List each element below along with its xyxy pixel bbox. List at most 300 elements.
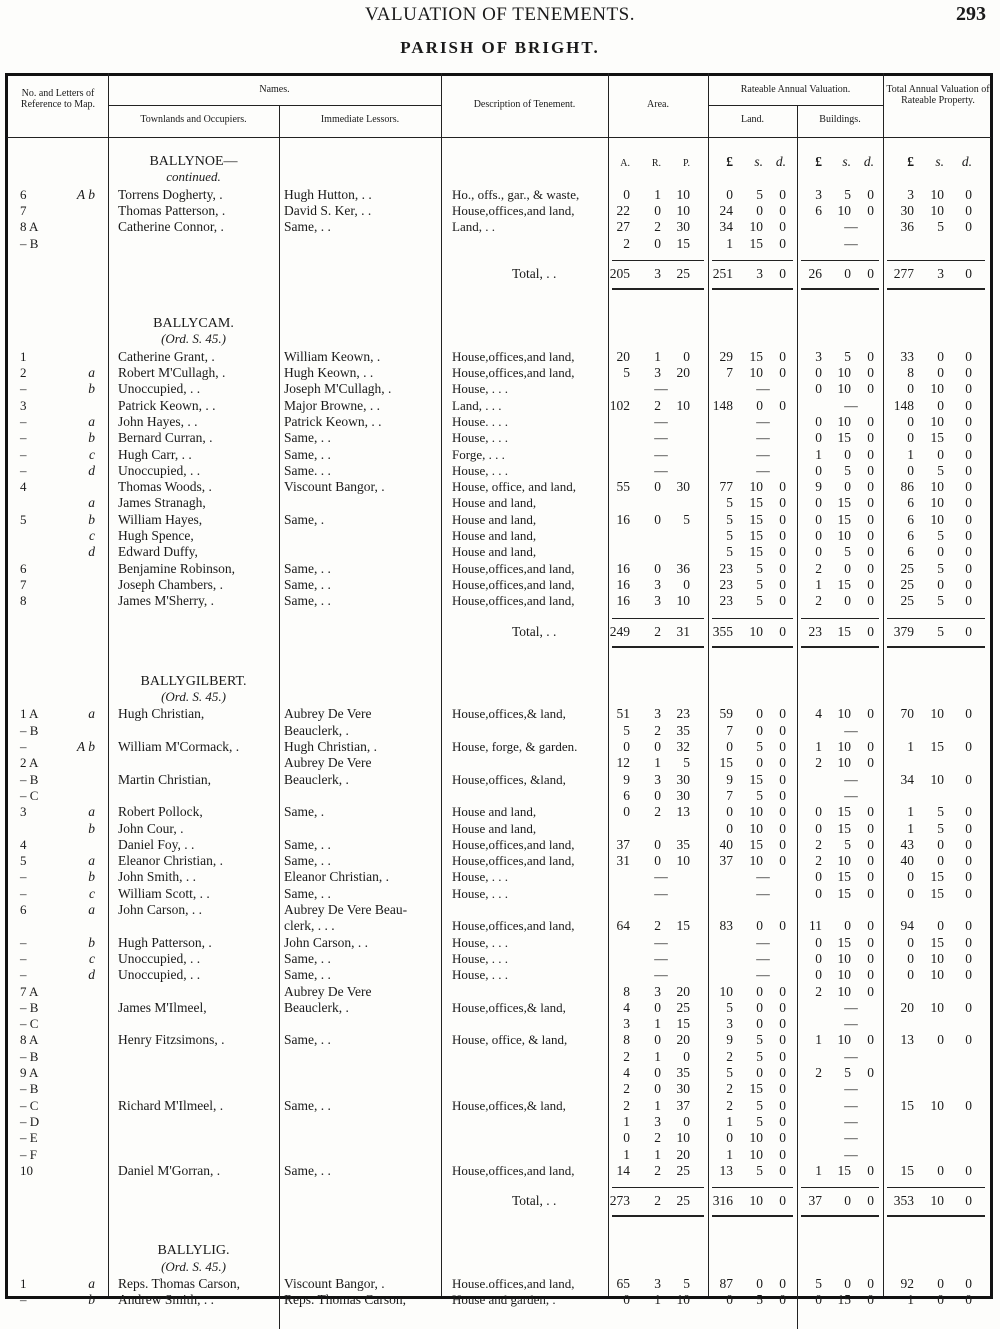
bld-value: 0	[815, 869, 822, 885]
area-value: 0	[654, 999, 661, 1015]
total-rule	[612, 288, 704, 290]
area-value: 10	[676, 1292, 690, 1308]
area-value: 2	[654, 722, 661, 738]
land-value: 5	[726, 511, 733, 527]
total-rule	[801, 260, 879, 261]
tot-value: 0	[965, 576, 972, 592]
tot-value: 10	[930, 511, 944, 527]
map-reference: 8	[20, 593, 27, 609]
area-value: 2	[654, 1193, 661, 1209]
bld-value: 0	[867, 1292, 874, 1308]
tot-value: 1	[907, 739, 914, 754]
occupier-name: Thomas Patterson, .	[118, 202, 226, 218]
area-value: 2	[654, 1130, 661, 1146]
total-label: Total, . .	[512, 265, 557, 281]
lessor-name: clerk, . . .	[284, 918, 335, 934]
header-description: Description of Tenement.	[473, 99, 576, 110]
tot-value: 0	[965, 1193, 972, 1209]
tenement-description: House, . . .	[452, 462, 508, 478]
map-reference: 7	[20, 202, 27, 218]
land-value: 0	[779, 544, 786, 560]
area-value: 2	[654, 804, 661, 820]
map-reference-sub: b	[88, 381, 95, 397]
land-value: 0	[779, 722, 786, 738]
occupier-name: John Cour, .	[118, 820, 184, 836]
lessor-name: Hugh Hutton, . .	[284, 186, 372, 202]
map-reference: –	[20, 950, 27, 966]
bld-value: 10	[837, 528, 851, 543]
land-value: 0	[779, 706, 786, 722]
land-value: 10	[749, 365, 763, 380]
occupier-name: James M'Ilmeel,	[118, 999, 207, 1015]
land-value: 0	[779, 511, 786, 527]
tot-value: 30	[900, 202, 914, 218]
bld-value: 0	[815, 430, 822, 446]
tot-value: 0	[965, 836, 972, 852]
area-value: 0	[683, 1048, 690, 1064]
bld-value: 2	[815, 560, 822, 576]
occupier-name: Daniel M'Gorran, .	[118, 1162, 221, 1178]
area-value: 20	[676, 1146, 690, 1162]
bld-value: 0	[867, 869, 874, 885]
area-value: 10	[676, 397, 690, 413]
map-reference: –	[20, 1292, 27, 1308]
bld-value: 15	[837, 804, 851, 820]
land-value: 40	[719, 836, 733, 852]
land-value: 5	[756, 1113, 763, 1129]
occupier-name: William M'Cormack, .	[118, 739, 240, 754]
land-value: 0	[779, 755, 786, 771]
land-value: 10	[749, 479, 763, 495]
lessor-name: Hugh Christian, .	[284, 739, 377, 754]
land-value: 0	[756, 755, 763, 771]
lessor-name: Same, . .	[284, 593, 331, 609]
map-reference-sub: a	[88, 1276, 95, 1291]
tot-value: 15	[930, 934, 944, 950]
area-value: 30	[676, 219, 690, 235]
area-value: 2	[623, 1048, 630, 1064]
tenement-description: House and land,	[452, 511, 537, 527]
land-dash: —	[756, 430, 770, 446]
townland-subtitle: continued.	[166, 169, 221, 185]
bld-value: 0	[867, 365, 874, 380]
tenement-description: House,offices,and land,	[452, 853, 575, 869]
land-value: 0	[779, 186, 786, 202]
tot-value: 0	[965, 885, 972, 901]
tot-value: 10	[930, 413, 944, 429]
bld-dash: —	[844, 1097, 858, 1113]
header-ref: No. and Letters of Reference to Map.	[20, 88, 96, 110]
total-rule	[887, 288, 985, 290]
unit-money: d.	[863, 154, 874, 169]
tot-value: 0	[937, 853, 944, 869]
area-value: 16	[616, 560, 630, 576]
area-value: 25	[676, 1162, 690, 1178]
townland-subtitle: (Ord. S. 45.)	[161, 689, 226, 705]
bld-value: 10	[837, 413, 851, 429]
bld-value: 15	[837, 511, 851, 527]
land-value: 0	[779, 265, 786, 281]
map-reference: 9 A	[20, 1065, 39, 1080]
area-value: 20	[676, 365, 690, 380]
total-rule	[712, 1187, 793, 1188]
bld-value: 10	[837, 755, 851, 771]
tot-value: 1	[907, 446, 914, 462]
bld-value: 37	[808, 1193, 822, 1209]
tenement-description: House, office, and land,	[452, 479, 576, 495]
bld-value: 0	[867, 739, 874, 754]
bld-value: 0	[867, 381, 874, 397]
area-value: 2	[623, 1097, 630, 1113]
map-reference: 6	[20, 902, 27, 917]
tenement-description: House and garden, .	[452, 1292, 556, 1308]
area-dash: —	[654, 413, 668, 429]
bld-value: 1	[815, 1032, 822, 1048]
tenement-description: House, . . .	[452, 430, 508, 446]
bld-value: 0	[815, 934, 822, 950]
bld-dash: —	[844, 397, 858, 413]
bld-value: 2	[815, 755, 822, 771]
area-dash: —	[654, 885, 668, 901]
tot-value: 0	[965, 820, 972, 836]
occupier-name: Daniel Foy, . .	[118, 836, 195, 852]
area-value: 22	[616, 202, 630, 218]
bld-value: 15	[837, 934, 851, 950]
area-value: 65	[616, 1276, 630, 1291]
bld-value: 2	[815, 1065, 822, 1080]
map-reference: 7 A	[20, 983, 39, 999]
land-dash: —	[756, 413, 770, 429]
land-value: 0	[779, 1193, 786, 1209]
bld-value: 10	[837, 365, 851, 380]
map-reference-sub: b	[88, 934, 95, 950]
area-value: 6	[623, 787, 630, 803]
tenement-description: House, . . .	[452, 967, 508, 983]
map-reference: – B	[20, 1048, 39, 1064]
tot-value: 0	[965, 479, 972, 495]
tenement-description: House,offices,and land,	[452, 348, 575, 364]
area-value: 36	[676, 560, 690, 576]
bld-value: 1	[815, 576, 822, 592]
tot-value: 0	[937, 1292, 944, 1308]
area-value: 10	[676, 186, 690, 202]
land-value: 0	[779, 1016, 786, 1032]
lessor-name: Aubrey De Vere Beau-	[284, 902, 408, 917]
land-value: 0	[779, 1097, 786, 1113]
total-label: Total, . .	[512, 623, 557, 639]
land-value: 10	[749, 623, 763, 639]
area-value: 0	[623, 186, 630, 202]
tot-value: 10	[930, 1097, 944, 1113]
land-value: 0	[779, 235, 786, 251]
bld-value: 0	[867, 853, 874, 869]
bld-value: 5	[844, 462, 851, 478]
unit-money: d.	[775, 154, 786, 169]
tenement-description: Forge, . . .	[452, 446, 505, 462]
area-value: 2	[654, 219, 661, 235]
area-value: 25	[676, 265, 690, 281]
total-rule	[712, 260, 793, 261]
area-value: 2	[623, 235, 630, 251]
lessor-name: Eleanor Christian, .	[284, 869, 389, 885]
bld-value: 0	[867, 836, 874, 852]
occupier-name: John Smith, . .	[118, 869, 197, 885]
occupier-name: Torrens Dogherty, .	[118, 186, 223, 202]
tot-value: 0	[965, 771, 972, 787]
tot-value: 0	[965, 430, 972, 446]
tot-value: 5	[937, 593, 944, 609]
area-value: 20	[676, 1032, 690, 1048]
lessor-name: Viscount Bangor, .	[284, 1276, 385, 1291]
lessor-name: Same, .	[284, 511, 325, 527]
area-value: 3	[654, 1276, 661, 1291]
bld-dash: —	[844, 1146, 858, 1162]
area-value: 31	[616, 853, 630, 869]
land-value: 5	[726, 999, 733, 1015]
map-reference: 5	[20, 853, 27, 869]
land-value: 7	[726, 787, 733, 803]
tot-value: 0	[965, 1276, 972, 1291]
bld-value: 0	[815, 950, 822, 966]
land-value: 87	[719, 1276, 733, 1291]
header-land: Land.	[740, 114, 765, 125]
land-value: 0	[779, 1292, 786, 1308]
map-reference-sub: a	[88, 853, 95, 869]
tenement-description: House, . . .	[452, 869, 508, 885]
tot-value: 0	[965, 511, 972, 527]
tenement-description: Land, . .	[452, 219, 495, 235]
tot-value: 0	[965, 397, 972, 413]
bld-value: 10	[837, 853, 851, 869]
area-value: 35	[676, 836, 690, 852]
tot-value: 34	[900, 771, 914, 787]
bld-value: 0	[867, 446, 874, 462]
land-value: 7	[726, 365, 733, 380]
area-value: 205	[609, 265, 630, 281]
bld-value: 15	[837, 623, 851, 639]
land-value: 0	[779, 918, 786, 934]
bld-value: 10	[837, 1032, 851, 1048]
land-value: 15	[749, 1081, 763, 1097]
tot-value: 15	[930, 885, 944, 901]
area-value: 0	[654, 202, 661, 218]
lessor-name: Patrick Keown, . .	[284, 413, 382, 429]
area-value: 10	[676, 593, 690, 609]
land-value: 10	[719, 983, 733, 999]
occupier-name: Robert Pollock,	[118, 804, 203, 820]
header-buildings: Buildings.	[819, 114, 861, 125]
lessor-name: Beauclerk, .	[284, 999, 349, 1015]
tot-value: 10	[930, 202, 944, 218]
bld-value: 23	[808, 623, 822, 639]
land-value: 0	[779, 1162, 786, 1178]
lessor-name: Aubrey De Vere	[284, 983, 372, 999]
bld-value: 15	[837, 430, 851, 446]
header-total: Total Annual Valuation of Rateable Property.	[886, 84, 990, 106]
bld-dash: —	[844, 771, 858, 787]
bld-value: 0	[867, 462, 874, 478]
tot-value: 0	[965, 186, 972, 202]
occupier-name: William Hayes,	[118, 511, 203, 527]
area-value: 27	[616, 219, 630, 235]
bld-value: 0	[844, 446, 851, 462]
townland-name: BALLYNOE—	[149, 154, 238, 169]
row-divider	[108, 105, 441, 106]
bld-value: 0	[867, 511, 874, 527]
lessor-name: Same, . .	[284, 950, 331, 966]
area-value: 8	[623, 983, 630, 999]
bld-value: 4	[815, 706, 822, 722]
occupier-name: Unoccupied, . .	[118, 462, 201, 478]
bld-value: 0	[844, 1276, 851, 1291]
tot-value: 0	[937, 836, 944, 852]
bld-value: 3	[815, 186, 822, 202]
tot-value: 10	[930, 186, 944, 202]
area-value: 249	[609, 623, 630, 639]
total-rule	[887, 646, 985, 648]
land-value: 0	[726, 1130, 733, 1146]
lessor-name: Same. . .	[284, 462, 331, 478]
tenement-description: House,offices,& land,	[452, 1097, 566, 1113]
land-value: 9	[726, 1032, 733, 1048]
tot-value: 25	[900, 560, 914, 576]
bld-dash: —	[844, 1130, 858, 1146]
area-value: 2	[654, 397, 661, 413]
townland-name: BALLYGILBERT.	[140, 673, 247, 689]
area-value: 1	[654, 1292, 661, 1308]
land-value: 24	[719, 202, 733, 218]
tot-value: 0	[965, 593, 972, 609]
tenement-description: House, . . .	[452, 934, 508, 950]
bld-value: 0	[844, 918, 851, 934]
tot-value: 0	[965, 544, 972, 560]
area-value: 0	[623, 804, 630, 820]
land-value: 0	[779, 1113, 786, 1129]
map-reference-sub: d	[88, 967, 95, 983]
area-dash: —	[654, 381, 668, 397]
map-reference: –	[20, 739, 27, 754]
area-value: 1	[654, 186, 661, 202]
bld-value: 5	[815, 1276, 822, 1291]
area-value: 16	[616, 593, 630, 609]
map-reference: 10	[20, 1162, 33, 1178]
tot-value: 20	[900, 999, 914, 1015]
map-reference-sub: a	[88, 413, 95, 429]
map-reference-sub: d	[88, 462, 95, 478]
land-value: 0	[779, 853, 786, 869]
area-dash: —	[654, 462, 668, 478]
bld-value: 0	[867, 1193, 874, 1209]
bld-value: 0	[867, 623, 874, 639]
bld-value: 1	[815, 446, 822, 462]
area-value: 0	[683, 1113, 690, 1129]
land-value: 1	[726, 235, 733, 251]
tot-value: 6	[907, 544, 914, 560]
area-value: 15	[676, 918, 690, 934]
tot-value: 0	[907, 413, 914, 429]
land-value: 10	[749, 853, 763, 869]
area-value: 25	[676, 1193, 690, 1209]
tot-value: 0	[907, 950, 914, 966]
area-value: 13	[676, 804, 690, 820]
tenement-description: House,offices,and land,	[452, 202, 575, 218]
bld-value: 0	[867, 430, 874, 446]
area-value: 0	[683, 576, 690, 592]
bld-value: 0	[867, 413, 874, 429]
area-value: 3	[654, 365, 661, 380]
total-rule	[887, 618, 985, 619]
map-reference: – B	[20, 1081, 39, 1097]
map-reference-sub: b	[88, 430, 95, 446]
land-value: 0	[779, 560, 786, 576]
bld-value: 0	[844, 1193, 851, 1209]
occupier-name: Robert M'Cullagh, .	[118, 365, 226, 380]
lessor-name: William Keown, .	[284, 348, 381, 364]
land-value: 0	[779, 1065, 786, 1080]
area-value: 1	[654, 1016, 661, 1032]
bld-dash: —	[844, 1081, 858, 1097]
area-value: 1	[654, 1048, 661, 1064]
occupier-name: Patrick Keown, . .	[118, 397, 216, 413]
land-value: 5	[756, 1032, 763, 1048]
land-value: 0	[779, 479, 786, 495]
townland-subtitle: (Ord. S. 45.)	[161, 1258, 226, 1274]
land-value: 0	[756, 1065, 763, 1080]
tot-value: 0	[907, 462, 914, 478]
bld-value: 5	[844, 836, 851, 852]
occupier-name: John Carson, . .	[118, 902, 202, 917]
land-value: 2	[726, 1097, 733, 1113]
land-value: 77	[719, 479, 733, 495]
land-value: 37	[719, 853, 733, 869]
map-reference: –	[20, 413, 27, 429]
bld-value: 9	[815, 479, 822, 495]
bld-dash: —	[844, 235, 858, 251]
tot-value: 10	[930, 706, 944, 722]
townland-name: BALLYCAM.	[153, 316, 234, 332]
occupier-name: Joseph Chambers, .	[118, 576, 223, 592]
tot-value: 0	[937, 1276, 944, 1291]
map-reference-sub: A b	[76, 739, 95, 754]
bld-value: 0	[867, 967, 874, 983]
tot-value: 5	[937, 820, 944, 836]
tot-value: 0	[965, 348, 972, 364]
tenement-description: House, . . .	[452, 381, 508, 397]
occupier-name: Richard M'Ilmeel, .	[118, 1097, 224, 1113]
land-value: 0	[756, 1016, 763, 1032]
lessor-name: Same, . .	[284, 1032, 331, 1048]
lessor-name: Same, . .	[284, 836, 331, 852]
area-value: 23	[676, 706, 690, 722]
total-rule	[612, 1187, 704, 1188]
lessor-name: Reps. Thomas Carson,	[284, 1292, 406, 1308]
map-reference-sub: b	[88, 820, 95, 836]
map-reference: – B	[20, 235, 39, 251]
occupier-name: Hugh Christian,	[118, 706, 205, 722]
bld-value: 11	[809, 918, 822, 934]
total-rule	[712, 618, 793, 619]
lessor-name: Beauclerk, .	[284, 722, 349, 738]
unit-area-0: A.	[620, 158, 630, 169]
total-rule	[801, 618, 879, 619]
bld-value: 10	[837, 967, 851, 983]
area-value: 5	[623, 722, 630, 738]
occupier-name: Martin Christian,	[118, 771, 211, 787]
area-value: 15	[676, 1016, 690, 1032]
map-reference: – B	[20, 722, 39, 738]
header-names: Names.	[259, 84, 290, 95]
bld-value: 0	[867, 348, 874, 364]
